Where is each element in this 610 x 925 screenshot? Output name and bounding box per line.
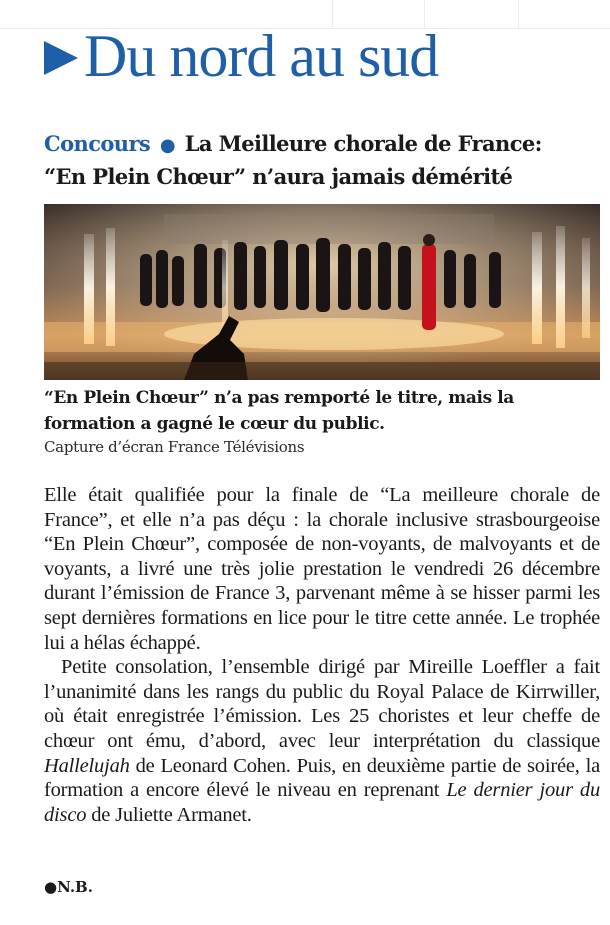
article-body [44,483,600,827]
article-photo [44,204,600,380]
rubric-label: Concours [44,131,151,156]
paragraph-2-text-b: de Leonard Cohen. Puis, en deuxième partie de soirée, la formation a encore élevé le niveau en reprenant [44,754,600,802]
paragraph-1: Elle était qualifiée pour la finale de “La meilleure chorale de France”, et elle n’a pas déçu : la chorale inclusive strasbourgeoise “En Plein Chœur”, composée de non-voyants, de malvoyants et de voyants, a livré une très jolie prestation le vendredi 26 décembre durant l’émission de France 3, parvenant même à se hisser parmi les sept dernières formations en lice pour le titre cette année. Le trophée lui a hélas échappé. [44,484,600,654]
paragraph-2-text-a: Petite consolation, l’ensemble dirigé par Mireille Loeffler a fait l’unanimité dans les rangs du public du Royal Palace de Kirrwiller, où était enregistrée l’émission. Les 25 choristes et leur cheffe de chœur ont ému, d’abord, avec leur interprétation du classique [44,656,600,752]
section-title: Du nord au sud [84,23,439,89]
song-title-hallelujah: Hallelujah [44,754,130,777]
section-header [44,24,438,88]
stage-photo-illustration [44,204,600,380]
song-title-disco: Le dernier jour du disco [44,779,600,826]
author-signature: ●N.B. [44,878,93,896]
paragraph-2 [44,655,600,827]
play-arrow-icon [44,41,78,75]
paragraph-2-text-c: de Juliette Armanet. [86,803,252,826]
headline-line-2: “En Plein Chœur” n’aura jamais démérité [44,164,513,189]
article-headline [44,128,589,192]
photo-credit: Capture d’écran France Télévisions [44,438,305,456]
headline-line-1: La Meilleure chorale de France: [184,131,542,156]
bullet-icon: ● [159,135,175,156]
top-bar-segment [518,0,610,28]
photo-caption: “En Plein Chœur” n’a pas remporté le titre, mais la formation a gagné le cœur du public. [44,388,514,434]
